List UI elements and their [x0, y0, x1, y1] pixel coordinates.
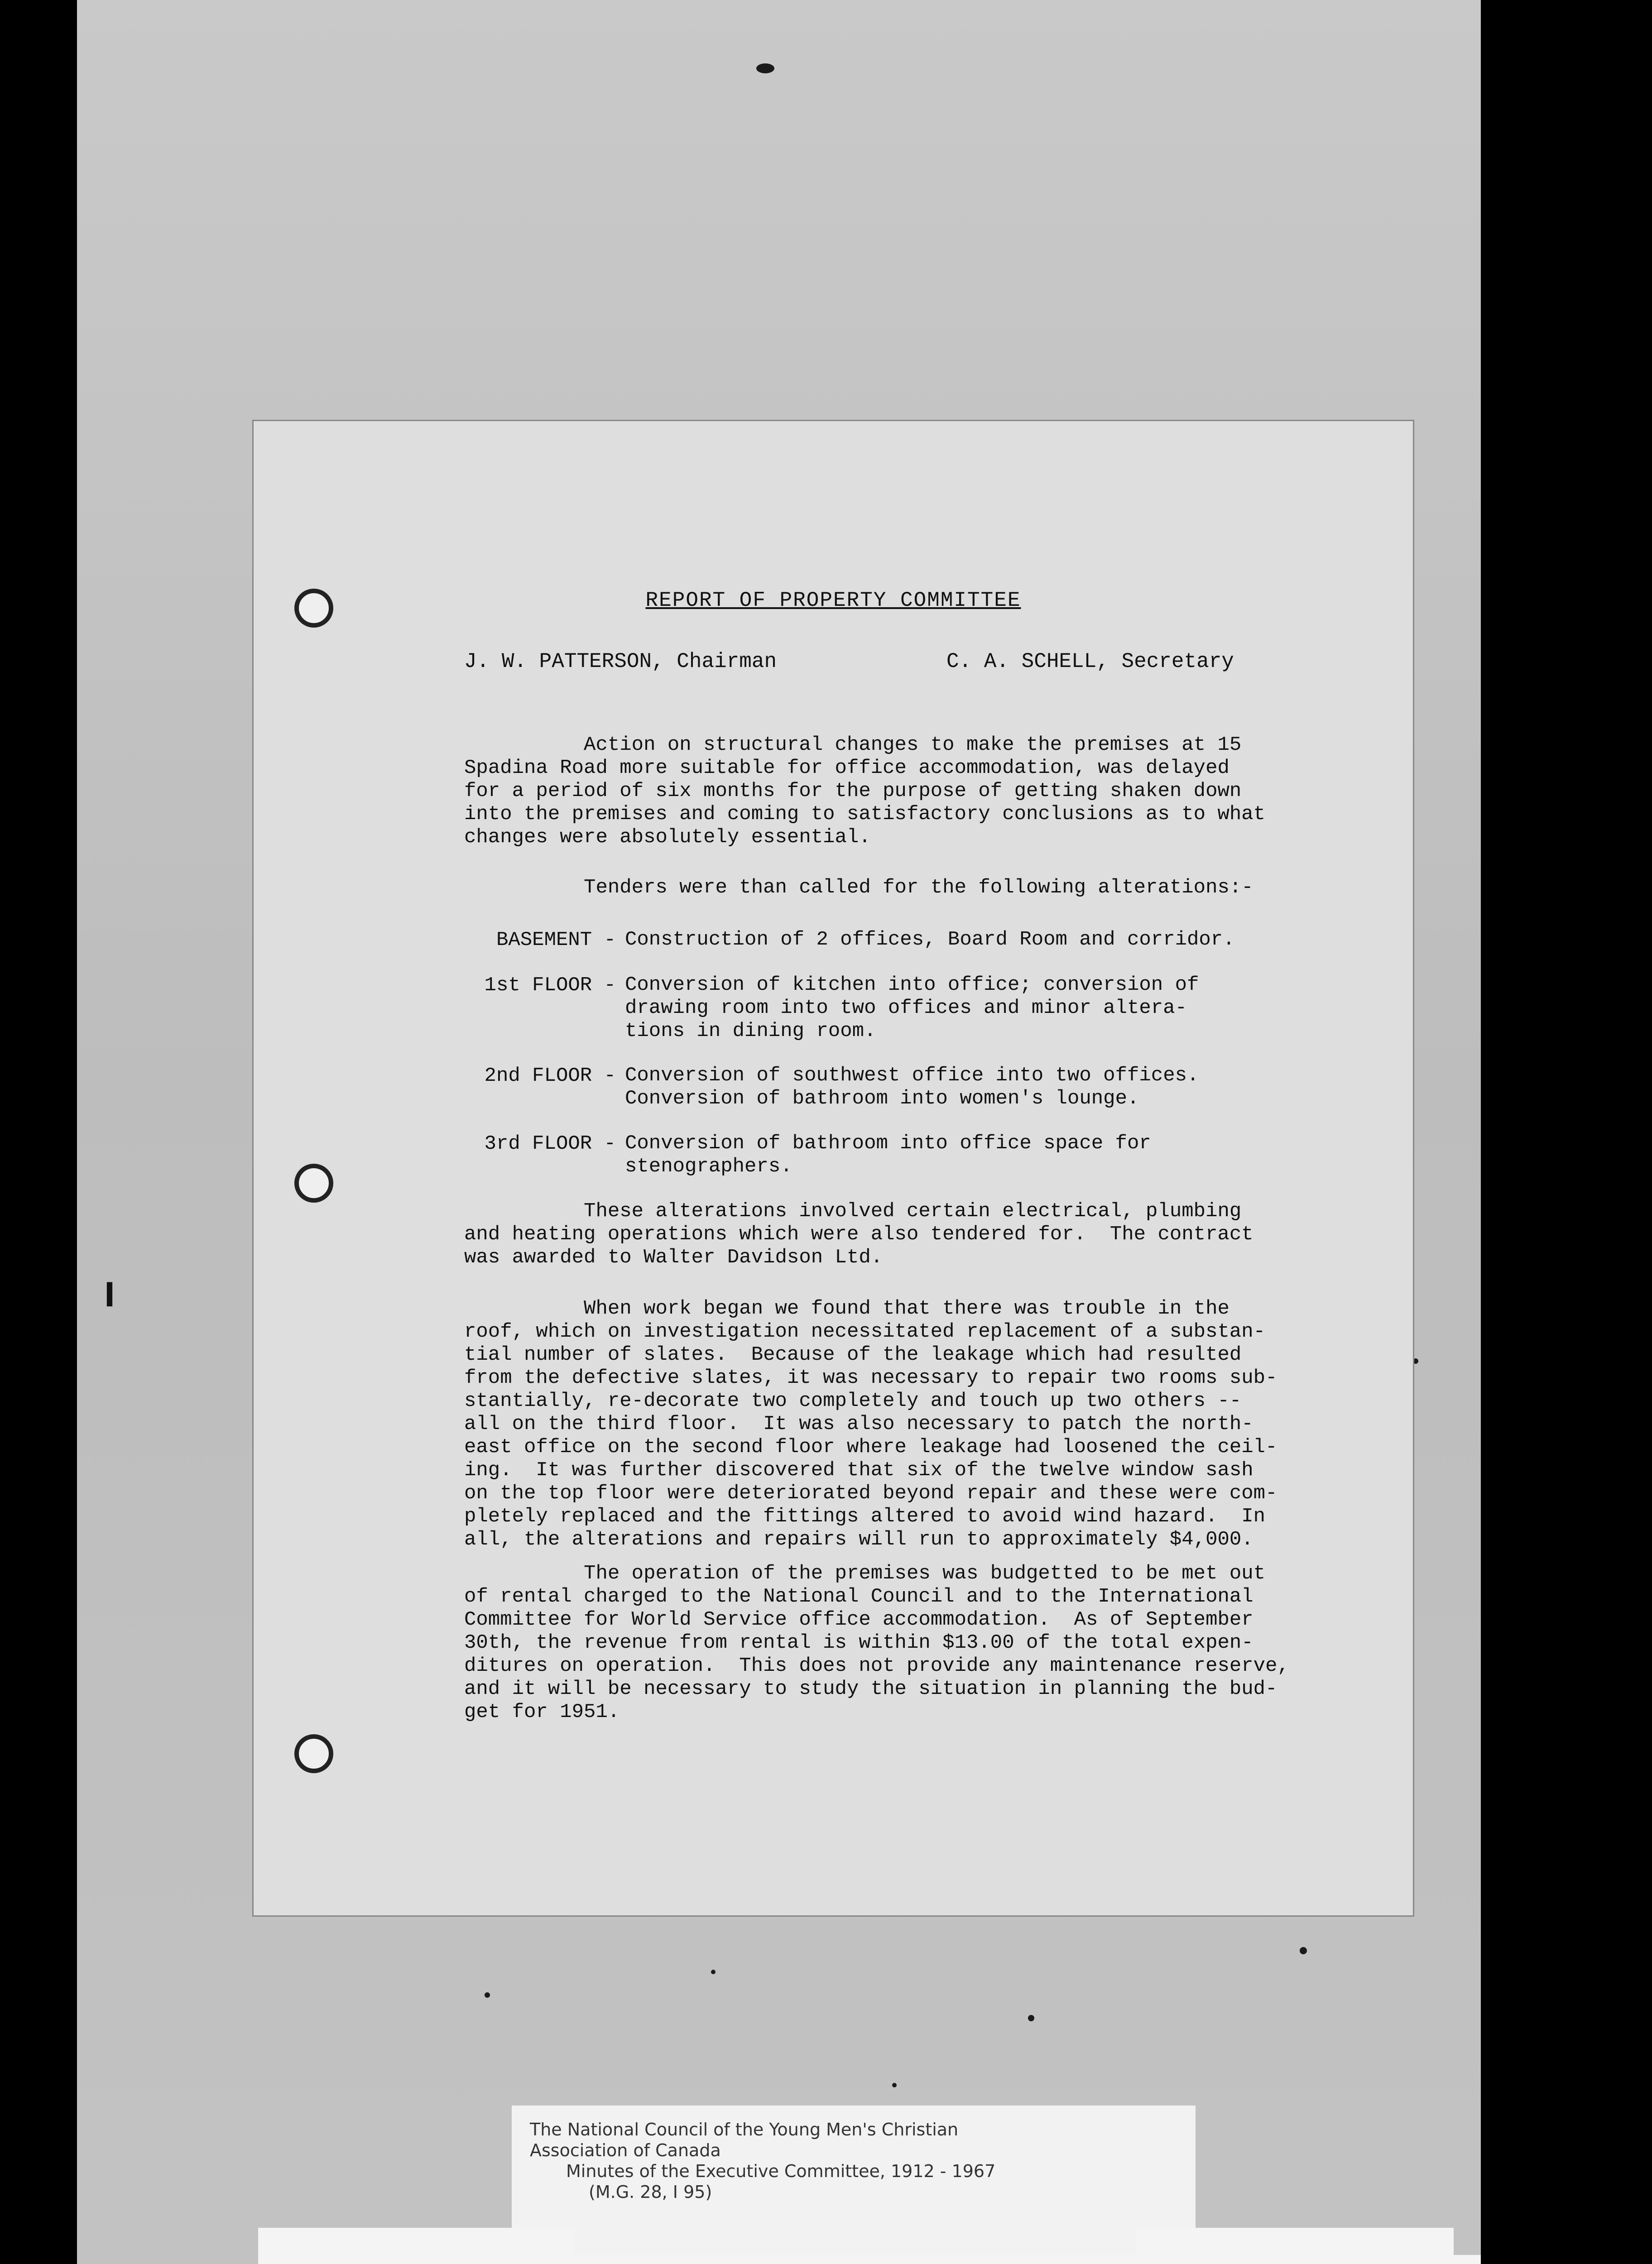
stamp-tab: [258, 2228, 575, 2255]
paragraph-tenders: Tenders were than called for the following alterations:-: [464, 876, 1253, 899]
floor-text-1st: Conversion of kitchen into office; conversion of drawing room into two offices and minor altera- tions in dining room.: [625, 974, 1199, 1042]
paragraph-structural-changes: Action on structural changes to make the premises at 15 Spadina Road more suitable for office accommodation, was delayed for a period of six months for the purpose of getting shaken down into the premises and coming to satisfactory conclusions as to what changes were absolutely essential.: [464, 734, 1266, 849]
floor-label-basement: BASEMENT -: [496, 929, 616, 951]
chairman-line: J. W. PATTERSON, Chairman: [464, 650, 777, 673]
floor-label-2nd: 2nd FLOOR -: [484, 1065, 616, 1087]
floor-label-3rd: 3rd FLOOR -: [484, 1132, 616, 1155]
archive-caption-label: [512, 2106, 1196, 2255]
caption-line: (M.G. 28, I 95): [589, 2182, 712, 2202]
paragraph-contract: These alterations involved certain electrical, plumbing and heating operations which were also tendered for. The contract was awarded to Walter Davidson Ltd.: [464, 1200, 1253, 1269]
speckle: [1028, 2015, 1034, 2021]
report-title: REPORT OF PROPERTY COMMITTEE: [645, 589, 1021, 612]
speckle: [711, 1970, 716, 1974]
paragraph-budget: The operation of the premises was budgetted to be met out of rental charged to the National Council and to the International Committee for World Service office accommodation. As of September 30th, the revenue from rental is within $13.00 of the total expen- ditures on operation. This does not provide any maintenance reserve, and it will be necessary to study the situation in planning the bud- get for 1951.: [464, 1562, 1289, 1723]
speckle: [1300, 1947, 1307, 1954]
caption-line: The National Council of the Young Men's Christian: [530, 2120, 959, 2139]
floor-text-3rd: Conversion of bathroom into office space for stenographers.: [625, 1132, 1151, 1178]
speckle: [892, 2083, 897, 2087]
paragraph-roof-repairs: When work began we found that there was trouble in the roof, which on investigation necessitated replacement of a substan- tial number of slates. Because of the leakage which had resulted from the defective slates, it was necessary to repair two rooms sub- stantially, re-decorate two completely and touch up two others -- all on the third floor. It was also necessary to patch the north- east office on the second floor where leakage had loosened the ceil- ing. It was further discovered that six of the twelve window sash on the top floor were deteriorated beyond repair and these were com- pletely replaced and the fittings altered to avoid wind hazard. In all, the alterations and repairs will run to approximately $4,000.: [464, 1297, 1277, 1551]
stamp-tab: [1137, 2228, 1454, 2255]
speckle: [485, 1992, 490, 1998]
secretary-line: C. A. SCHELL, Secretary: [946, 650, 1234, 673]
report-sheet: [254, 421, 1413, 1915]
speckle: [756, 63, 774, 73]
speckle: [1413, 1358, 1418, 1364]
caption-line: Minutes of the Executive Committee, 1912 - 1967: [566, 2161, 996, 2181]
floor-text-2nd: Conversion of southwest office into two offices. Conversion of bathroom into women's lounge.: [625, 1064, 1199, 1110]
punch-hole: [294, 1734, 333, 1773]
floor-text-basement: Construction of 2 offices, Board Room and corridor.: [625, 928, 1235, 951]
caption-line: Association of Canada: [530, 2140, 721, 2160]
margin-mark: l: [104, 1277, 115, 1314]
floor-label-1st: 1st FLOOR -: [484, 974, 616, 997]
public-archives-stamp: [258, 2255, 1481, 2264]
punch-hole: [294, 1164, 333, 1203]
